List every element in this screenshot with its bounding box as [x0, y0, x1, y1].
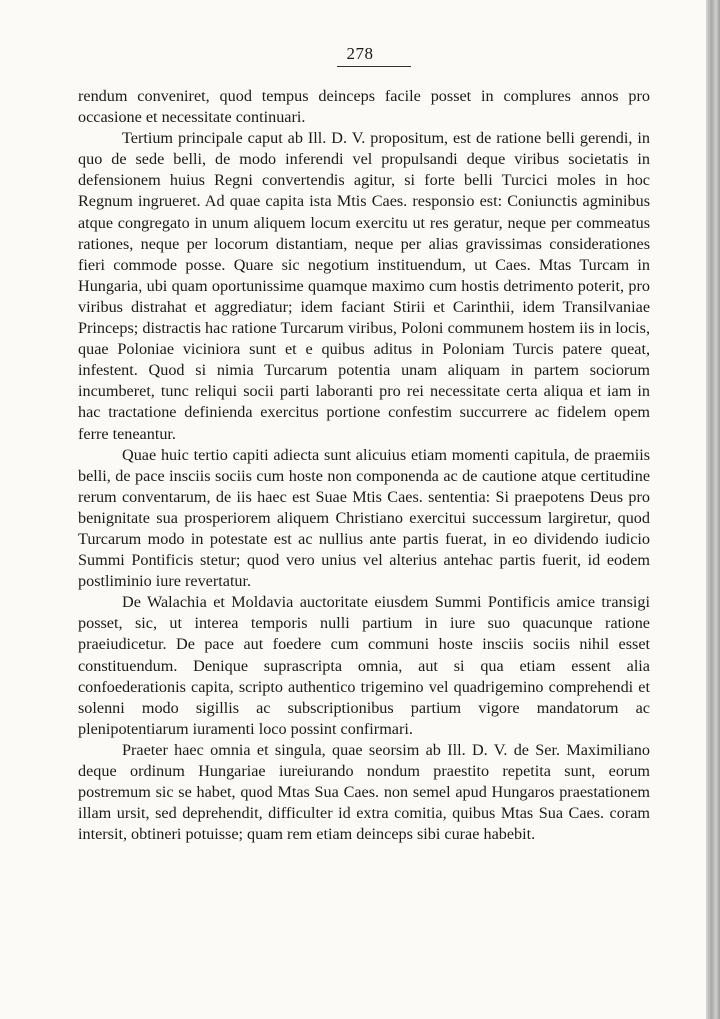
paragraph-4: De Walachia et Moldavia auctoritate eiusdem Summi Pontificis amice transigi posset, sic, ut interea temporis nulli partium in iure suo quacunque ratione praeiudicetur. De pace aut foedere cum communi hoste insciis sociis nihil esset constituendum. Denique suprascripta omnia, aut si qua etiam essent alia confoederationis capita, scripto authentico trigemino vel quadrigemino comprehendi et solenni modo sigillis ac subscriptionibus partium vigore mandatorum ac plenipotentiarum iuramenti loco possint confirmari. [78, 593, 650, 738]
paragraph-2: Tertium principale caput ab Ill. D. V. propositum, est de ratione belli gerendi, in quo de sede belli, de modo inferendi vel propulsandi deque viribus societatis in defensionem huius Regni convertendis agitur, si forte belli Turcici moles in hoc Regnum ingrueret. Ad quae capita ista Mtis Caes. responsio est: Coniunctis agminibus atque congregato in unum aliquem locum exercitu ut res geratur, neque per commeatus rationes, neque per locorum distantiam, neque per alias gravissimas considerationes fieri commode posse. Quare sic negotium instituendum, ut Caes. Mtas Turcam in Hungaria, ubi quam oportunissime quamque maximo cum hostis detrimento poterit, pro viribus distrahat et aggrediatur; idem faciant Stirii et Carinthii, idem Transilvaniae Princeps; distractis hac ratione Turcarum viribus, Poloni communem hostem iis in locis, quae Poloniae viciniora sunt et e quibus aditus in Poloniam Turcis patere queat, infestent. Quod si nimia Turcarum potentia unam aliquam in partem sociorum incumberet, tunc reliqui socii parti laboranti pro rei necessitate certa aliqua et iam in hac tractatione definienda exercitus portione confestim succurrere ac fidelem opem ferre teneantur. [78, 129, 650, 443]
page-edge-shadow [706, 0, 720, 1019]
body-text [78, 86, 650, 845]
header-rule [337, 66, 411, 67]
page-number: 278 [346, 44, 374, 63]
paragraph-1: rendum conveniret, quod tempus deinceps facile posset in complures annos pro occasione et necessitate continuari. [78, 87, 650, 127]
paragraph-3: Quae huic tertio capiti adiecta sunt alicuius etiam momenti capitula, de praemiis belli, de pace insciis sociis cum hoste non componenda ac de cautione atque certitudine rerum conventarum, de iis haec est Suae Mtis Caes. sententia: Si praepotens Deus pro benignitate sua prosperiorem aliquem Christiano exercitui successum largiretur, quod Turcarum modo in potestate est ac nullius ante partis fuerat, in eo dividendo iudicio Summi Pontificis stetur; quod vero unius vel alterius antehac partis fuerit, id eodem postliminio iure revertatur. [78, 445, 650, 591]
paragraph-5: Praeter haec omnia et singula, quae seorsim ab Ill. D. V. de Ser. Maximiliano deque ordinum Hungariae iureiurando nondum praestito repetita sunt, eorum postremum sic se habet, quod Mtas Sua Caes. non semel apud Hungaros praestationem illam ursit, sed deprehendit, difficulter id extra comitia, quibus Mtas Sua Caes. coram intersit, obtineri potuisse; quam rem etiam deinceps sibi curae habebit. [78, 740, 650, 844]
